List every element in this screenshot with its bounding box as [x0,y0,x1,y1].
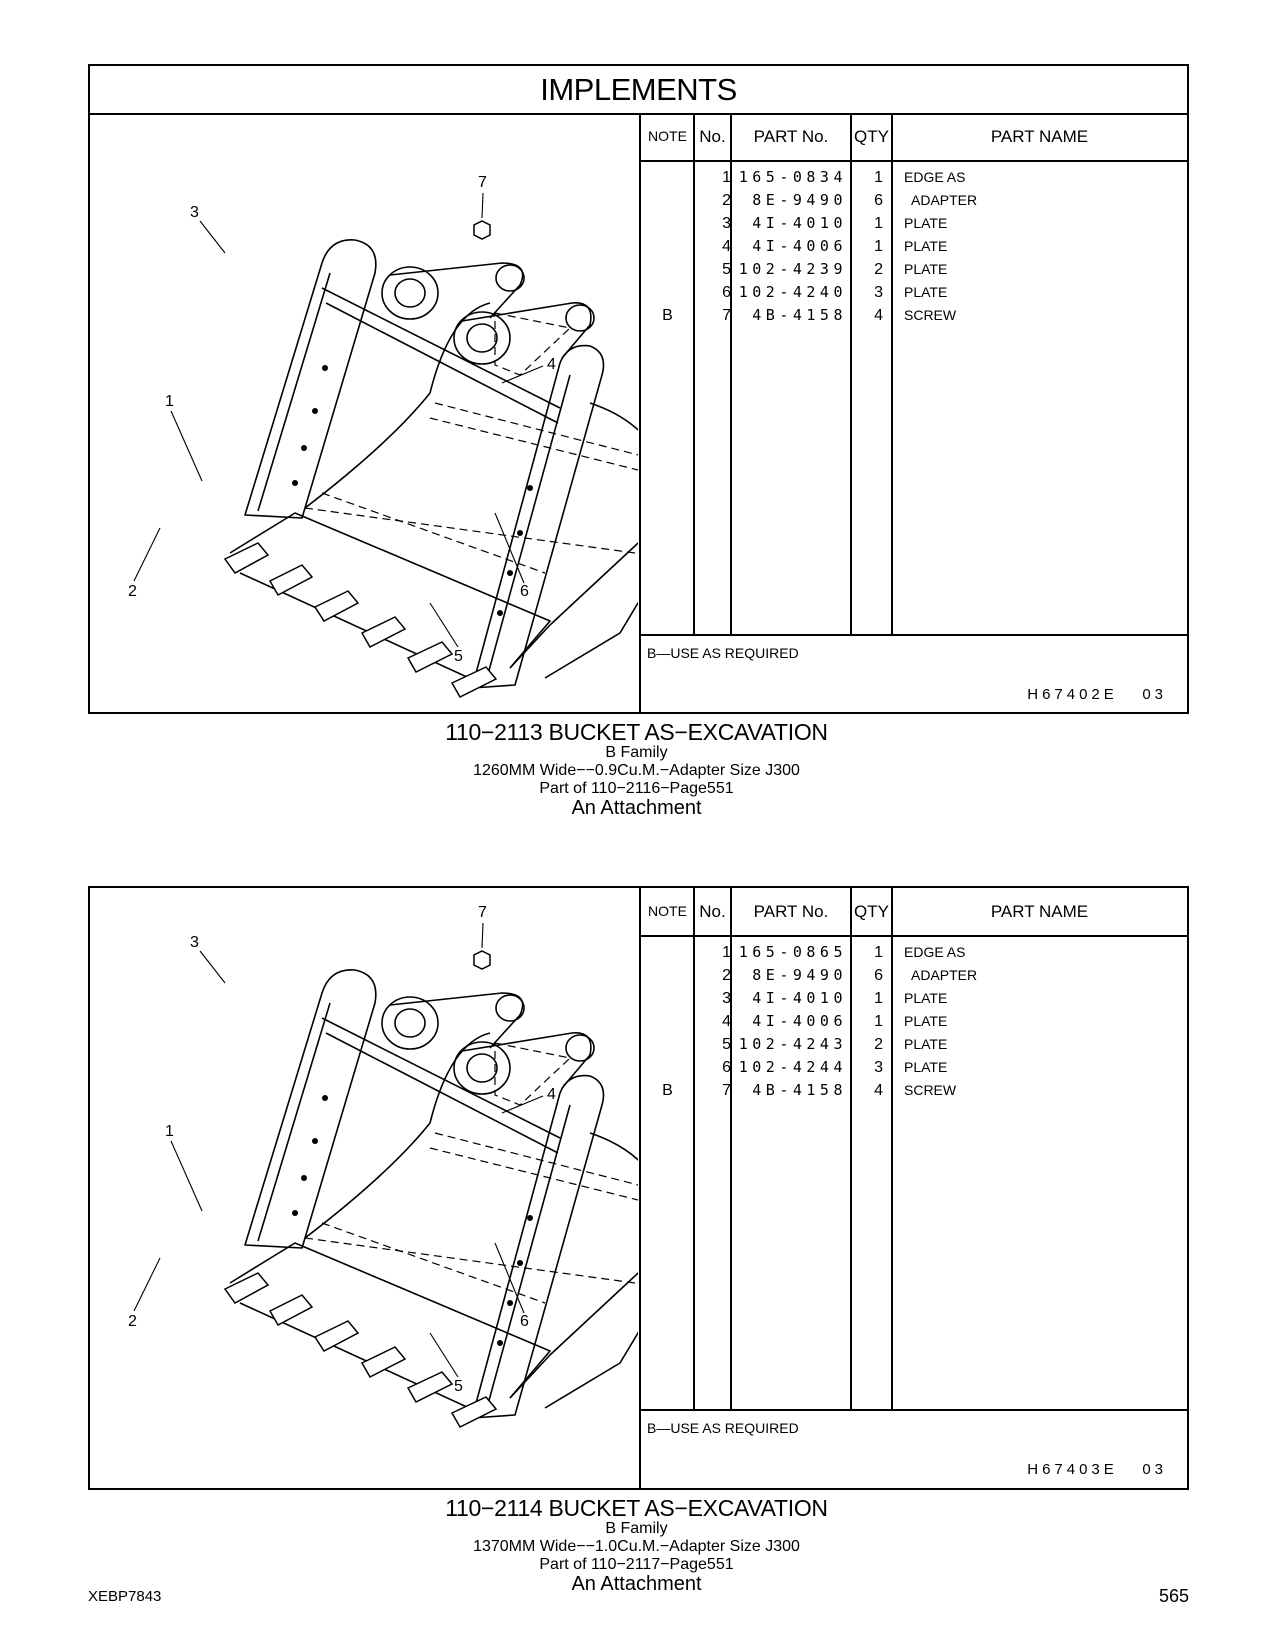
col-note: NOTE [648,903,687,919]
callout-3: 3 [190,934,199,951]
caption-title: 110−2114 BUCKET AS−EXCAVATION [445,1495,828,1521]
bucket-drawing [90,888,638,1488]
table-header [641,113,1187,162]
col-no: No. [699,902,726,921]
table-row: B 7 4B-4158 4 SCREW [662,306,957,324]
drawing-reference: H67403E 03 [1027,1461,1167,1478]
parts-table-2 [639,888,1187,1488]
caption-attachment: An Attachment [571,1573,702,1595]
col-no: No. [699,127,726,146]
table-row: 2 8E-9490 6 ADAPTER [722,966,978,984]
callout-6: 6 [520,583,529,600]
callout-3: 3 [190,204,199,221]
bucket-drawing [90,113,638,713]
bucket-illustration-2 [90,888,638,1488]
callout-6: 6 [520,1313,529,1330]
table-header [641,888,1187,937]
table-row: 3 4I-4010 1 PLATE [722,989,948,1007]
callout-2: 2 [128,1313,137,1330]
document-id: XEBP7843 [88,1588,162,1605]
table-row: 3 4I-4010 1 PLATE [722,214,948,232]
table-row: 5 102-4243 2 PLATE [722,1035,948,1053]
callout-7: 7 [478,174,487,191]
col-qty: QTY [854,902,889,921]
table-row: 1 165-0834 1 EDGE AS [722,168,966,186]
col-part-no: PART No. [753,127,829,146]
footnote: B—USE AS REQUIRED [647,1420,799,1436]
drawing-reference: H67402E 03 [1027,686,1167,703]
col-part-name: PART NAME [990,902,1089,921]
table-row: 4 4I-4006 1 PLATE [722,1012,948,1030]
section-caption-1 [0,720,1273,818]
col-part-name: PART NAME [990,127,1089,146]
caption-family: B Family [605,1520,668,1537]
callout-2: 2 [128,583,137,600]
table-row: 6 102-4240 3 PLATE [722,283,948,301]
callout-5: 5 [454,1378,463,1395]
table-row: B 7 4B-4158 4 SCREW [662,1081,957,1099]
table-row: 4 4I-4006 1 PLATE [722,237,948,255]
parts-section-2 [88,886,1189,1490]
table-row: 5 102-4239 2 PLATE [722,260,948,278]
bucket-illustration-1 [90,113,638,712]
callout-4: 4 [547,356,556,373]
parts-section-1 [88,64,1189,714]
section-caption-2 [0,1496,1273,1594]
col-qty: QTY [854,127,889,146]
parts-table-1 [639,113,1187,712]
table-row: 2 8E-9490 6 ADAPTER [722,191,978,209]
callout-5: 5 [454,648,463,665]
page-number: 565 [1158,1586,1189,1606]
caption-description: 1260MM Wide−−0.9Cu.M.−Adapter Size J300 [473,762,800,779]
table-row: 1 165-0865 1 EDGE AS [722,943,966,961]
col-part-no: PART No. [753,902,829,921]
callout-4: 4 [547,1086,556,1103]
caption-attachment: An Attachment [571,797,702,819]
table-row: 6 102-4244 3 PLATE [722,1058,948,1076]
col-note: NOTE [648,128,687,144]
caption-description: 1370MM Wide−−1.0Cu.M.−Adapter Size J300 [473,1538,800,1555]
footnote: B—USE AS REQUIRED [647,645,799,661]
callout-1: 1 [165,393,174,410]
caption-title: 110−2113 BUCKET AS−EXCAVATION [445,719,828,745]
callout-1: 1 [165,1123,174,1140]
caption-part-of: Part of 110−2117−Page551 [539,1556,734,1573]
caption-part-of: Part of 110−2116−Page551 [539,780,734,797]
caption-family: B Family [605,744,668,761]
page-title: IMPLEMENTS [90,66,1187,115]
callout-7: 7 [478,904,487,921]
